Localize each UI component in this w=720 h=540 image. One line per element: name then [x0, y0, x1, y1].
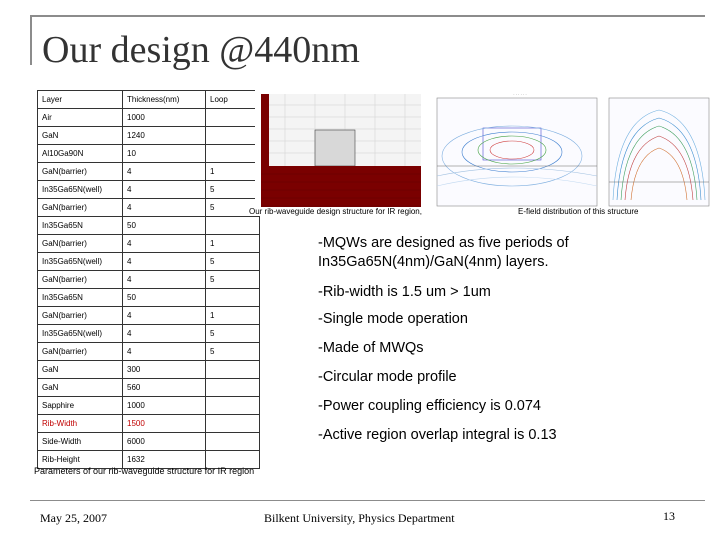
layer-table: [37, 90, 260, 469]
layer-cell: Rib-Width: [38, 415, 123, 433]
thickness-cell: 10: [123, 145, 206, 163]
thickness-cell: 1000: [123, 397, 206, 415]
table-caption: Parameters of our rib-waveguide structure for IR region: [34, 466, 255, 476]
table-row: [38, 181, 260, 199]
loop-cell: 5: [206, 181, 260, 199]
loop-cell: 1: [206, 235, 260, 253]
table-row: [38, 433, 260, 451]
bullet-item: -Made of MWQs: [318, 340, 424, 356]
loop-cell: 5: [206, 253, 260, 271]
page-number: 13: [663, 509, 675, 523]
thickness-cell: 4: [123, 253, 206, 271]
thickness-cell: 300: [123, 361, 206, 379]
mode-contour-plot: [425, 90, 602, 212]
table-row: [38, 307, 260, 325]
bullet-item: -Rib-width is 1.5 um > 1um: [318, 284, 491, 300]
loop-cell: [206, 415, 260, 433]
footer-date: May 25, 2007: [40, 511, 107, 525]
header-loop: Loop: [206, 91, 260, 109]
efield-plot: [603, 90, 713, 212]
efield-caption: E-field distribution of this structure: [518, 207, 639, 216]
thickness-cell: 1000: [123, 109, 206, 127]
thickness-cell: 560: [123, 379, 206, 397]
table-row: [38, 271, 260, 289]
thickness-cell: 4: [123, 325, 206, 343]
loop-cell: 5: [206, 343, 260, 361]
thickness-cell: 50: [123, 217, 206, 235]
thickness-cell: 4: [123, 307, 206, 325]
thickness-cell: 4: [123, 271, 206, 289]
layer-cell: Rib-Height: [38, 451, 123, 469]
header-layer: Layer: [38, 91, 123, 109]
layer-cell: In35Ga65N(well): [38, 325, 123, 343]
thickness-cell: 1500: [123, 415, 206, 433]
layer-cell: GaN: [38, 361, 123, 379]
table-row: [38, 361, 260, 379]
table-row: [38, 145, 260, 163]
loop-cell: 1: [206, 163, 260, 181]
table-row: [38, 379, 260, 397]
loop-cell: [206, 109, 260, 127]
table-row: [38, 127, 260, 145]
table-row: [38, 415, 260, 433]
layer-cell: GaN(barrier): [38, 235, 123, 253]
structure-caption: Our rib-waveguide design structure for IR region,: [249, 207, 422, 216]
loop-cell: [206, 379, 260, 397]
thickness-cell: 1240: [123, 127, 206, 145]
structure-plot: [255, 90, 425, 212]
loop-cell: 1: [206, 307, 260, 325]
bullet-item: -Single mode operation: [318, 311, 468, 327]
bullet-item: -Circular mode profile: [318, 369, 457, 385]
layer-cell: In35Ga65N: [38, 217, 123, 235]
header-thickness: Thickness(nm): [123, 91, 206, 109]
table-row: [38, 397, 260, 415]
table-row: [38, 199, 260, 217]
rib-region: [315, 130, 355, 166]
layer-cell: In35Ga65N(well): [38, 181, 123, 199]
bullet-item: -MQWs are designed as five periods of In35Ga65N(4nm)/GaN(4nm) layers.: [318, 235, 569, 270]
loop-cell: [206, 127, 260, 145]
thickness-cell: 50: [123, 289, 206, 307]
layer-cell: GaN(barrier): [38, 271, 123, 289]
layer-cell: GaN(barrier): [38, 307, 123, 325]
thickness-cell: 4: [123, 343, 206, 361]
table-row: [38, 217, 260, 235]
layer-cell: GaN: [38, 379, 123, 397]
loop-cell: [206, 361, 260, 379]
svg-text:· · · · · ·: · · · · · ·: [513, 92, 527, 97]
layer-cell: Sapphire: [38, 397, 123, 415]
table-row: [38, 109, 260, 127]
bullet-item: -Active region overlap integral is 0.13: [318, 427, 557, 443]
layer-cell: GaN(barrier): [38, 199, 123, 217]
table-row: [38, 235, 260, 253]
loop-cell: [206, 289, 260, 307]
loop-cell: 5: [206, 325, 260, 343]
layer-cell: Air: [38, 109, 123, 127]
layer-cell: Side-Width: [38, 433, 123, 451]
layer-cell: Al10Ga90N: [38, 145, 123, 163]
substrate-region: [261, 166, 421, 212]
loop-cell: 5: [206, 271, 260, 289]
table-row: [38, 325, 260, 343]
footer-rule: [30, 500, 705, 501]
table-header-row: [38, 91, 260, 109]
thickness-cell: 4: [123, 181, 206, 199]
thickness-cell: 4: [123, 235, 206, 253]
table-row: [38, 163, 260, 181]
loop-cell: [206, 217, 260, 235]
thickness-cell: 4: [123, 199, 206, 217]
table-row: [38, 289, 260, 307]
left-rule: [30, 15, 32, 65]
loop-cell: 5: [206, 199, 260, 217]
table-row: [38, 253, 260, 271]
layer-cell: In35Ga65N: [38, 289, 123, 307]
thickness-cell: 4: [123, 163, 206, 181]
layer-cell: In35Ga65N(well): [38, 253, 123, 271]
slide-title: Our design @440nm: [42, 29, 360, 71]
bullet-item: -Power coupling efficiency is 0.074: [318, 398, 541, 414]
top-rule: [30, 15, 705, 17]
thickness-cell: 6000: [123, 433, 206, 451]
table-row: [38, 343, 260, 361]
thickness-cell: 1632: [123, 451, 206, 469]
loop-cell: [206, 433, 260, 451]
layer-cell: GaN(barrier): [38, 163, 123, 181]
footer-org: Bilkent University, Physics Department: [264, 511, 455, 525]
layer-cell: GaN: [38, 127, 123, 145]
loop-cell: [206, 397, 260, 415]
loop-cell: [206, 145, 260, 163]
layer-cell: GaN(barrier): [38, 343, 123, 361]
